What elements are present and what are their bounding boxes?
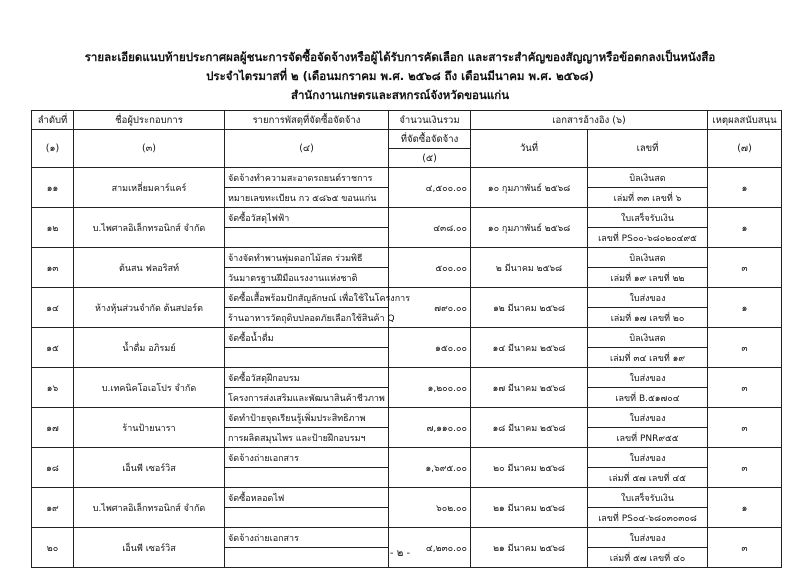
header-amount-n: (๕) (389, 149, 471, 168)
cell-number-line2: เล่มที่ ๓๔ เลขที่ ๑๙ (588, 348, 708, 368)
table-header (32, 111, 782, 168)
cell-amount: ๑,๒๐๐.๐๐ (389, 368, 471, 408)
cell-seq: ๑๕ (32, 328, 74, 368)
cell-reason: ๑ (708, 288, 782, 328)
header-seq-n: (๑) (32, 130, 74, 168)
cell-item-line2: วันมาตรฐานฝีมือแรงงานแห่งชาติ (225, 268, 389, 288)
cell-seq: ๒๐ (32, 528, 74, 568)
cell-item-line2 (225, 348, 389, 368)
cell-amount: ๔,๕๐๐.๐๐ (389, 168, 471, 208)
cell-date: ๑๐ กุมภาพันธ์ ๒๕๖๘ (471, 168, 588, 208)
cell-vendor: เอ็นพี เซอร์วิส (74, 448, 225, 488)
cell-number-line1: ใบส่งของ (588, 288, 708, 308)
cell-reason: ๑ (708, 208, 782, 248)
cell-item-line1: จัดซื้อวัสดุฝึกอบรม (225, 368, 389, 388)
cell-item-line1: จัดซื้อหลอดไฟ (225, 488, 389, 508)
cell-seq: ๑๑ (32, 168, 74, 208)
cell-number-line2: เลขที่ B.๕๑๗๐๔ (588, 388, 708, 408)
title-line-3: สำนักงานเกษตรและสหกรณ์จังหวัดขอนแก่น (290, 88, 510, 102)
cell-item-line2: โครงการส่งเสริมและพัฒนาสินค้าชีวภาพ (225, 388, 389, 408)
cell-item-line2 (225, 228, 389, 248)
cell-item-line2 (225, 468, 389, 488)
cell-number-line2: เล่มที่ ๓๓ เลขที่ ๖ (588, 188, 708, 208)
cell-number-line2: เล่มที่ ๑๗ เลขที่ ๒๐ (588, 308, 708, 328)
cell-item-line1: จัดจ้างทำความสะอาดรถยนต์ราชการ (225, 168, 389, 188)
cell-vendor: ร้านป้ายนารา (74, 408, 225, 448)
cell-amount: ๗๙๐.๐๐ (389, 288, 471, 328)
cell-reason: ๓ (708, 368, 782, 408)
cell-amount: ๔๓๘.๐๐ (389, 208, 471, 248)
cell-number-line1: บิลเงินสด (588, 328, 708, 348)
cell-item-line2 (225, 508, 389, 528)
table-row (32, 168, 782, 188)
cell-amount: ๔,๒๓๐.๐๐ (389, 528, 471, 568)
header-ref: เอกสารอ้างอิง (๖) (471, 111, 708, 130)
cell-reason: ๓ (708, 408, 782, 448)
cell-number-line1: บิลเงินสด (588, 248, 708, 268)
cell-number-line2: เลขที่ PNR๙๕๕ (588, 428, 708, 448)
cell-date: ๑๗ มีนาคม ๒๕๖๘ (471, 368, 588, 408)
cell-reason: ๑ (708, 168, 782, 208)
cell-amount: ๑,๖๙๕.๐๐ (389, 448, 471, 488)
cell-seq: ๑๘ (32, 448, 74, 488)
cell-vendor: บ.ไพศาลอิเล็กทรอนิกส์ จำกัด (74, 208, 225, 248)
cell-seq: ๑๓ (32, 248, 74, 288)
procurement-table (31, 110, 782, 568)
title-line-1: รายละเอียดแนบท้ายประกาศผลผู้ชนะการจัดซื้อจัดจ้างหรือผู้ได้รับการคัดเลือก และสาระสำคัญของสัญญาหรือข้อตกลงเป็นหนังสือ (84, 50, 716, 64)
cell-reason: ๑ (708, 488, 782, 528)
table-row (32, 528, 782, 548)
table-row (32, 488, 782, 508)
cell-item-line1: จัดทำป้ายจุดเรียนรู้เพิ่มประสิทธิภาพ (225, 408, 389, 428)
cell-vendor: ต้นสน ฟลอริสท์ (74, 248, 225, 288)
cell-number-line1: ใบส่งของ (588, 448, 708, 468)
table-row (32, 408, 782, 428)
cell-vendor: น้ำดื่ม อภิรมย์ (74, 328, 225, 368)
cell-vendor: เอ็นพี เซอร์วิส (74, 528, 225, 568)
header-vendor: ชื่อผู้ประกอบการ (74, 111, 225, 130)
cell-number-line1: ใบส่งของ (588, 368, 708, 388)
cell-item-line2: ร้านอาหารวัตถุดิบปลอดภัยเลือกใช้สินค้า Q (225, 308, 389, 328)
title-line-2: ประจำไตรมาสที่ ๒ (เดือนมกราคม พ.ศ. ๒๕๖๘ ถึง เดือนมีนาคม พ.ศ. ๒๕๖๘) (206, 69, 594, 83)
cell-item-line2: การผลิตสมุนไพร และป้ายฝึกอบรมฯ (225, 428, 389, 448)
header-item-n: (๔) (225, 130, 389, 168)
cell-amount: ๖๐๒.๐๐ (389, 488, 471, 528)
header-reason: เหตุผลสนับสนุน (708, 111, 782, 130)
cell-amount: ๕๐๐.๐๐ (389, 248, 471, 288)
header-number: เลขที่ (588, 130, 708, 168)
table-body (32, 168, 782, 568)
cell-date: ๑๘ มีนาคม ๒๕๖๘ (471, 408, 588, 448)
cell-vendor: ห้างหุ้นส่วนจำกัด ต้นสปอร์ต (74, 288, 225, 328)
cell-number-line1: ใบส่งของ (588, 408, 708, 428)
cell-reason: ๓ (708, 528, 782, 568)
cell-seq: ๑๙ (32, 488, 74, 528)
cell-reason: ๓ (708, 328, 782, 368)
cell-vendor: บ.เทคนิคโอเอโปร จำกัด (74, 368, 225, 408)
header-vendor-n: (๓) (74, 130, 225, 168)
header-seq: ลำดับที่ (32, 111, 74, 130)
table-row (32, 368, 782, 388)
cell-item-line1: จัดจ้างถ่ายเอกสาร (225, 448, 389, 468)
cell-amount: ๗,๑๑๐.๐๐ (389, 408, 471, 448)
cell-number-line2: เลขที่ PS๐๐-๖๘๐๒๐๔๙๕ (588, 228, 708, 248)
cell-reason: ๓ (708, 448, 782, 488)
cell-date: ๑๐ กุมภาพันธ์ ๒๕๖๘ (471, 208, 588, 248)
cell-number-line2: เลขที่ PS๐๔-๖๘๐๓๐๓๐๘ (588, 508, 708, 528)
table-row (32, 248, 782, 268)
cell-date: ๒๐ มีนาคม ๒๕๖๘ (471, 448, 588, 488)
cell-number-line2: เล่มที่ ๕๗ เลขที่ ๔๐ (588, 548, 708, 568)
cell-number-line1: ใบเสร็จรับเงิน (588, 208, 708, 228)
cell-vendor: บ.ไพศาลอิเล็กทรอนิกส์ จำกัด (74, 488, 225, 528)
header-amount-2: ที่จัดซื้อจัดจ้าง (389, 130, 471, 149)
table-row (32, 328, 782, 348)
cell-date: ๒ มีนาคม ๒๕๖๘ (471, 248, 588, 288)
page-number: - ๒ - (389, 548, 411, 559)
table-row (32, 288, 782, 308)
cell-seq: ๑๗ (32, 408, 74, 448)
cell-seq: ๑๒ (32, 208, 74, 248)
table-row (32, 448, 782, 468)
cell-amount: ๑๕๐.๐๐ (389, 328, 471, 368)
header-reason-n: (๗) (708, 130, 782, 168)
header-item: รายการพัสดุที่จัดซื้อจัดจ้าง (225, 111, 389, 130)
header-amount: จำนวนเงินรวม (389, 111, 471, 130)
cell-item-line1: จัดจ้างถ่ายเอกสาร (225, 528, 389, 548)
cell-date: ๒๑ มีนาคม ๒๕๖๘ (471, 488, 588, 528)
cell-vendor: สามเหลี่ยมคาร์แคร์ (74, 168, 225, 208)
cell-seq: ๑๖ (32, 368, 74, 408)
cell-number-line2: เล่มที่ ๕๗ เลขที่ ๔๕ (588, 468, 708, 488)
cell-date: ๑๒ มีนาคม ๒๕๖๘ (471, 288, 588, 328)
cell-number-line1: บิลเงินสด (588, 168, 708, 188)
cell-number-line2: เล่มที่ ๑๙ เลขที่ ๒๒ (588, 268, 708, 288)
cell-date: ๑๔ มีนาคม ๒๕๖๘ (471, 328, 588, 368)
cell-item-line1: จัดซื้อวัสดุไฟฟ้า (225, 208, 389, 228)
cell-reason: ๓ (708, 248, 782, 288)
cell-number-line1: ใบส่งของ (588, 528, 708, 548)
cell-item-line1: จัดซื้อน้ำดื่ม (225, 328, 389, 348)
cell-item-line2: หมายเลขทะเบียน กว ๕๘๖๕ ขอนแก่น (225, 188, 389, 208)
cell-item-line1: จ้างจัดทำพานพุ่มดอกไม้สด ร่วมพิธี (225, 248, 389, 268)
cell-number-line1: ใบเสร็จรับเงิน (588, 488, 708, 508)
cell-item-line1: จัดซื้อเสื้อพร้อมปักสัญลักษณ์ เพื่อใช้ในโครงการ (225, 288, 389, 308)
cell-seq: ๑๔ (32, 288, 74, 328)
cell-date: ๒๑ มีนาคม ๒๕๖๘ (471, 528, 588, 568)
header-date: วันที่ (471, 130, 588, 168)
table-row (32, 208, 782, 228)
